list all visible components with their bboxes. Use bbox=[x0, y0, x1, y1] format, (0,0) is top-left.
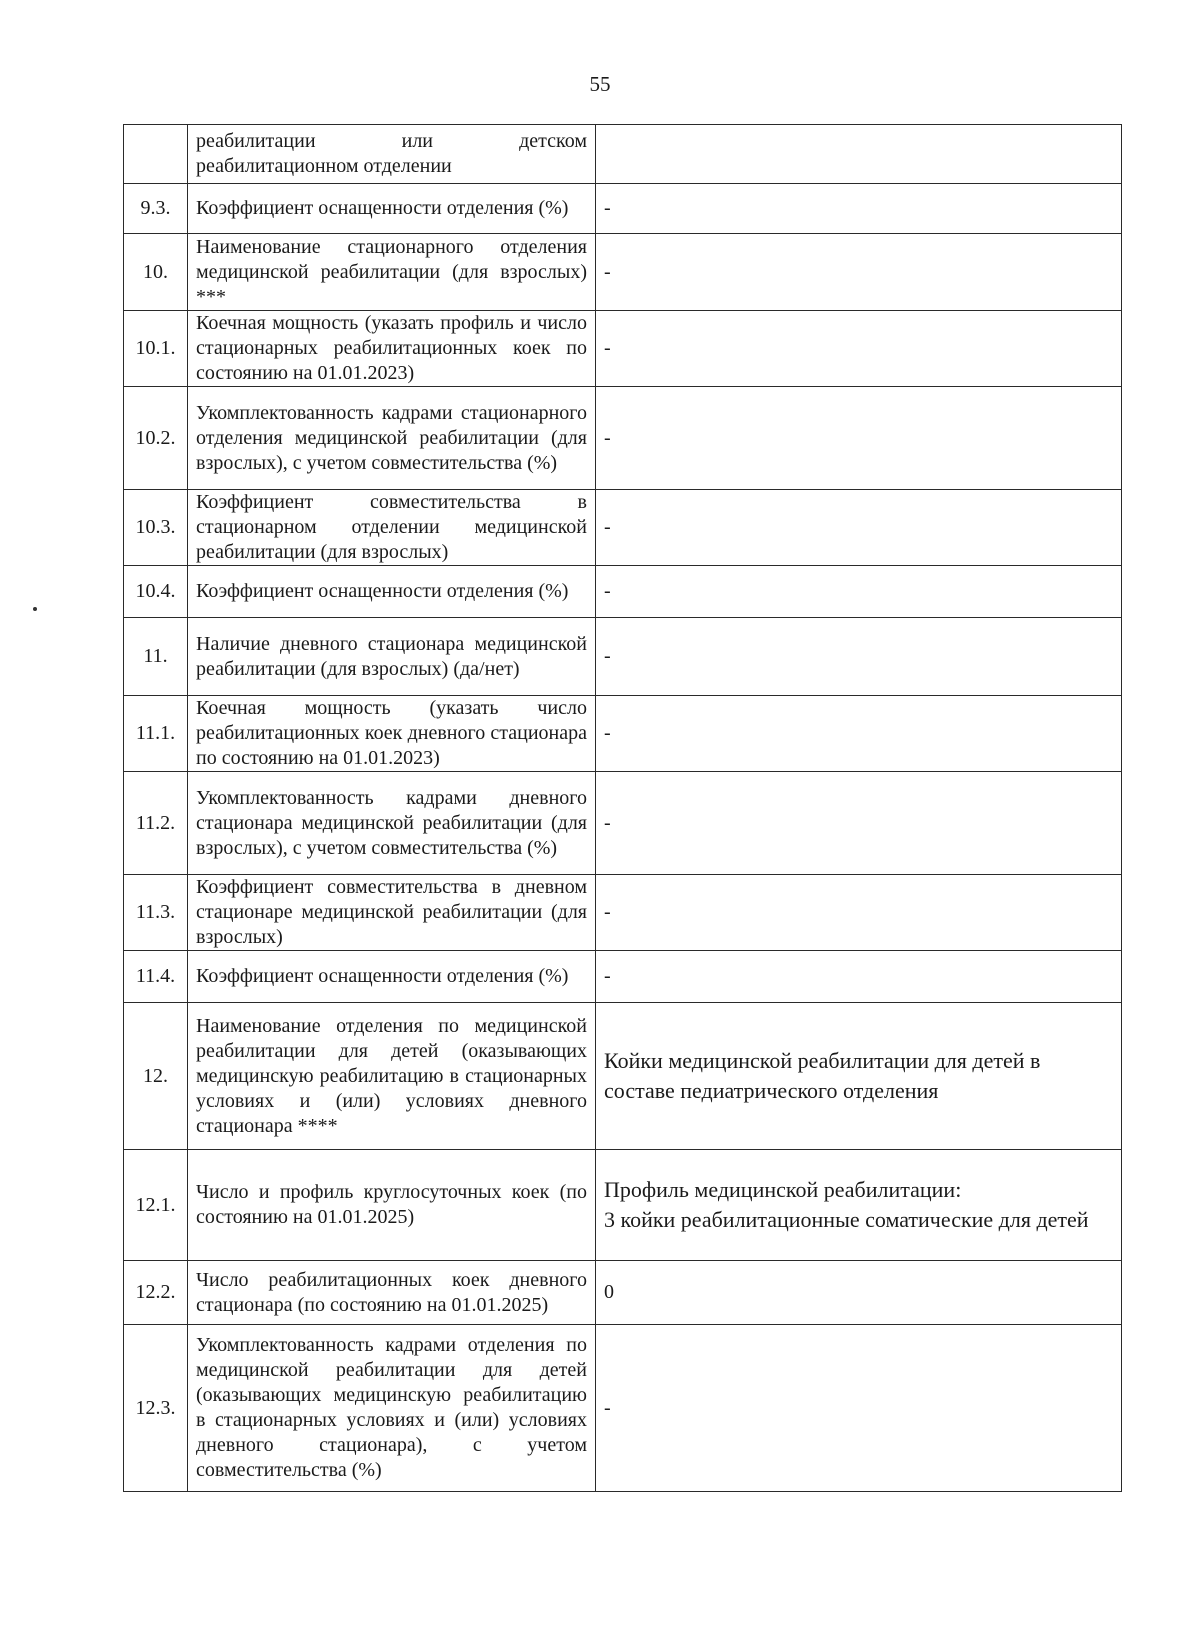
table-row bbox=[124, 951, 1122, 1003]
row-value-line: 3 койки реабилитационные соматические для детей bbox=[604, 1207, 1089, 1232]
table-row bbox=[124, 125, 1122, 184]
row-number: 11.2. bbox=[124, 772, 188, 875]
table-row bbox=[124, 772, 1122, 875]
table-row bbox=[124, 387, 1122, 490]
row-name: Наименование стационарного отделения медицинской реабилитации (для взрослых) *** bbox=[188, 234, 596, 311]
row-number: 11. bbox=[124, 618, 188, 696]
row-name: Укомплектованность кадрами стационарного отделения медицинской реабилитации (для взрослых), с учетом совместительства (%) bbox=[188, 387, 596, 490]
table-row bbox=[124, 1261, 1122, 1325]
row-value-line: Профиль медицинской реабилитации: bbox=[604, 1177, 962, 1202]
row-name: Коэффициент оснащенности отделения (%) bbox=[188, 951, 596, 1003]
table-row bbox=[124, 875, 1122, 951]
table-row bbox=[124, 234, 1122, 311]
rehabilitation-table bbox=[123, 124, 1122, 1492]
row-name: Коэффициент совместительства в дневном стационаре медицинской реабилитации (для взрослых) bbox=[188, 875, 596, 951]
row-name: Коечная мощность (указать профиль и число стационарных реабилитационных коек по состоянию на 01.01.2023) bbox=[188, 311, 596, 387]
table-row bbox=[124, 1003, 1122, 1150]
table-row bbox=[124, 566, 1122, 618]
row-value: - bbox=[596, 875, 1122, 951]
row-name: Коечная мощность (указать число реабилитационных коек дневного стационара по состоянию на 01.01.2023) bbox=[188, 696, 596, 772]
row-number: 12.1. bbox=[124, 1150, 188, 1261]
row-value: - bbox=[596, 184, 1122, 234]
row-number: 9.3. bbox=[124, 184, 188, 234]
row-value: - bbox=[596, 234, 1122, 311]
row-name: Коэффициент оснащенности отделения (%) bbox=[188, 184, 596, 234]
table-row bbox=[124, 184, 1122, 234]
row-value: - bbox=[596, 566, 1122, 618]
row-value bbox=[596, 125, 1122, 184]
row-value: 0 bbox=[596, 1261, 1122, 1325]
row-number: 10. bbox=[124, 234, 188, 311]
row-number: 10.4. bbox=[124, 566, 188, 618]
row-value bbox=[596, 1150, 1122, 1261]
row-name: Число реабилитационных коек дневного стационара (по состоянию на 01.01.2025) bbox=[188, 1261, 596, 1325]
row-name: Наличие дневного стационара медицинской реабилитации (для взрослых) (да/нет) bbox=[188, 618, 596, 696]
row-number: 10.1. bbox=[124, 311, 188, 387]
row-number: 12. bbox=[124, 1003, 188, 1150]
table-row bbox=[124, 618, 1122, 696]
row-number: 12.3. bbox=[124, 1325, 188, 1492]
page-number: 55 bbox=[589, 72, 611, 96]
table-row bbox=[124, 490, 1122, 566]
row-name: Наименование отделения по медицинской реабилитации для детей (оказывающих медицинскую реабилитацию в стационарных условиях и (или) условиях дневного стационара **** bbox=[188, 1003, 596, 1150]
row-number: 11.4. bbox=[124, 951, 188, 1003]
row-number: 12.2. bbox=[124, 1261, 188, 1325]
scan-speck bbox=[33, 607, 37, 611]
row-value: - bbox=[596, 311, 1122, 387]
row-name: реабилитации или детском реабилитационном отделении bbox=[188, 125, 596, 184]
table-row bbox=[124, 696, 1122, 772]
row-name: Укомплектованность кадрами дневного стационара медицинской реабилитации (для взрослых), с учетом совместительства (%) bbox=[188, 772, 596, 875]
table-row bbox=[124, 1325, 1122, 1492]
row-value: - bbox=[596, 696, 1122, 772]
table-row bbox=[124, 1150, 1122, 1261]
row-value: - bbox=[596, 618, 1122, 696]
row-name: Укомплектованность кадрами отделения по медицинской реабилитации для детей (оказывающих медицинскую реабилитацию в стационарных условиях и (или) условиях дневного стационара), с учетом совместительства (%) bbox=[188, 1325, 596, 1492]
row-number: 11.1. bbox=[124, 696, 188, 772]
row-name: Коэффициент совместительства в стационарном отделении медицинской реабилитации (для взрослых) bbox=[188, 490, 596, 566]
row-number: 11.3. bbox=[124, 875, 188, 951]
row-value: - bbox=[596, 387, 1122, 490]
table-row bbox=[124, 311, 1122, 387]
row-value: - bbox=[596, 951, 1122, 1003]
row-number: 10.2. bbox=[124, 387, 188, 490]
row-name: Коэффициент оснащенности отделения (%) bbox=[188, 566, 596, 618]
row-value: - bbox=[596, 490, 1122, 566]
row-number: 10.3. bbox=[124, 490, 188, 566]
row-value: - bbox=[596, 772, 1122, 875]
row-number bbox=[124, 125, 188, 184]
row-value: - bbox=[596, 1325, 1122, 1492]
row-name: Число и профиль круглосуточных коек (по состоянию на 01.01.2025) bbox=[188, 1150, 596, 1261]
row-value: Койки медицинской реабилитации для детей в составе педиатрического отделения bbox=[596, 1003, 1122, 1150]
